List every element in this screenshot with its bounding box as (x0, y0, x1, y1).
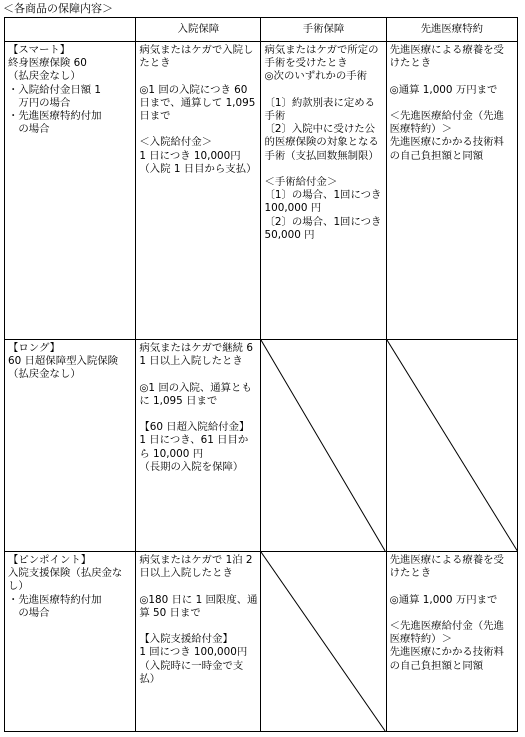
header-cell-hospitalization: 入院保障 (136, 18, 261, 42)
not-applicable-cell (261, 340, 386, 552)
not-applicable-cell (386, 340, 517, 552)
table-row-long (5, 340, 518, 552)
diagonal-slash-icon (387, 340, 517, 551)
header-cell-advanced-medical: 先進医療特約 (386, 18, 517, 42)
table-caption: ＜各商品の保障内容＞ (3, 2, 113, 15)
product-cell: 【ロング】 60 日超保障型入院保険（払戻金なし） (5, 340, 136, 552)
header-row (5, 18, 518, 42)
product-cell: 【ピンポイント】 入院支援保険（払戻金なし） ・先進医療特約付加 の場合 (5, 552, 136, 732)
table-row-pinpoint (5, 552, 518, 732)
table-row-smart (5, 42, 518, 340)
advanced-medical-cell: 先進医療による療養を受けたとき ◎通算 1,000 万円まで ＜先進医療給付金（先進医療特約）＞ 先進医療にかかる技術料の自己負担額と同額 (386, 42, 517, 340)
advanced-medical-cell: 先進医療による療養を受けたとき ◎通算 1,000 万円まで ＜先進医療給付金（先進医療特約）＞ 先進医療にかかる技術料の自己負担額と同額 (386, 552, 517, 732)
hospitalization-cell: 病気またはケガで継続 61 日以上入院したとき ◎1 回の入院、通算ともに 1,095 日まで 【60 日超入院給付金】 1 日につき、61 日目から 10,000 円 （長期の入院を保障） (136, 340, 261, 552)
coverage-table (4, 17, 518, 732)
not-applicable-cell (261, 552, 386, 732)
header-cell-product (5, 18, 136, 42)
product-cell: 【スマート】 終身医療保険 60 （払戻金なし） ・入院給付金日額 1 万円の場合 ・先進医療特約付加 の場合 (5, 42, 136, 340)
surgery-cell: 病気またはケガで所定の手術を受けたとき ◎次のいずれかの手術 〔1〕約款別表に定める手術 〔2〕入院中に受けた公的医療保険の対象となる手術（支払回数無制限） ＜手術給付金＞ 〔1〕の場合、1回につき 100,000 円 〔2〕の場合、1回につき 50,000 円 (261, 42, 386, 340)
header-cell-surgery: 手術保障 (261, 18, 386, 42)
hospitalization-cell: 病気またはケガで 1泊 2 日以上入院したとき ◎180 日に 1 回限度、通算 50 日まで 【入院支援給付金】 1 回につき 100,000円 （入院時に一時金で支払） (136, 552, 261, 732)
hospitalization-cell: 病気またはケガで入院したとき ◎1 回の入院につき 60 日まで、通算して 1,095 日まで ＜入院給付金＞ 1 日につき 10,000円（入院 1 日目から支払） (136, 42, 261, 340)
diagonal-slash-icon (261, 340, 385, 551)
diagonal-slash-icon (261, 552, 385, 731)
